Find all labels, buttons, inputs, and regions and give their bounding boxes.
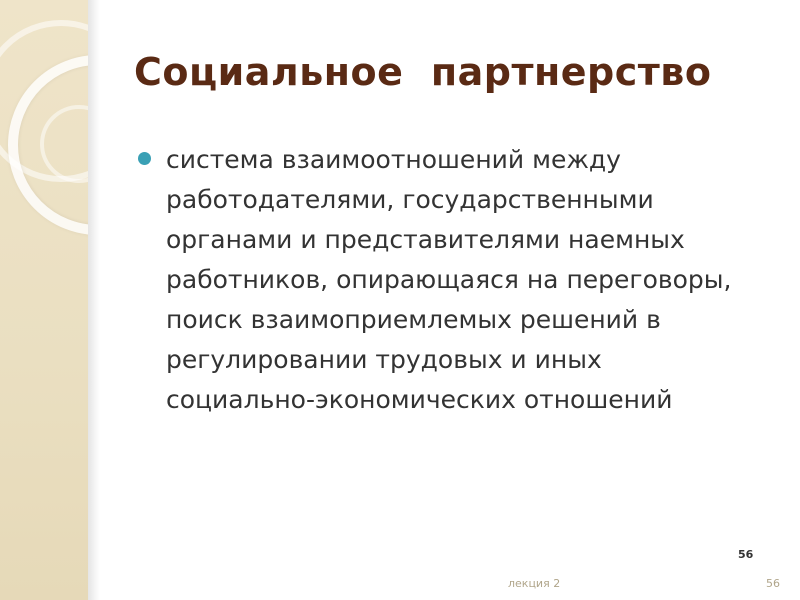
decorative-side-strip	[0, 0, 88, 600]
slide-content	[138, 140, 758, 420]
footer-lecture-label: лекция 2	[508, 577, 561, 590]
slide-title: Социальное партнерство	[134, 50, 712, 94]
slide-number: 56	[738, 548, 754, 561]
bullet-dot-icon	[138, 152, 151, 165]
footer-slide-number: 56	[766, 577, 780, 590]
strip-shadow	[88, 0, 100, 600]
bullet-item	[138, 140, 758, 420]
bullet-text: система взаимоотношений между работодателями, государственными органами и представителями наемных работников, опирающаяся на переговоры, поиск взаимоприемлемых решений в регулировании трудовых и иных социально-экономических отношений	[166, 145, 732, 414]
